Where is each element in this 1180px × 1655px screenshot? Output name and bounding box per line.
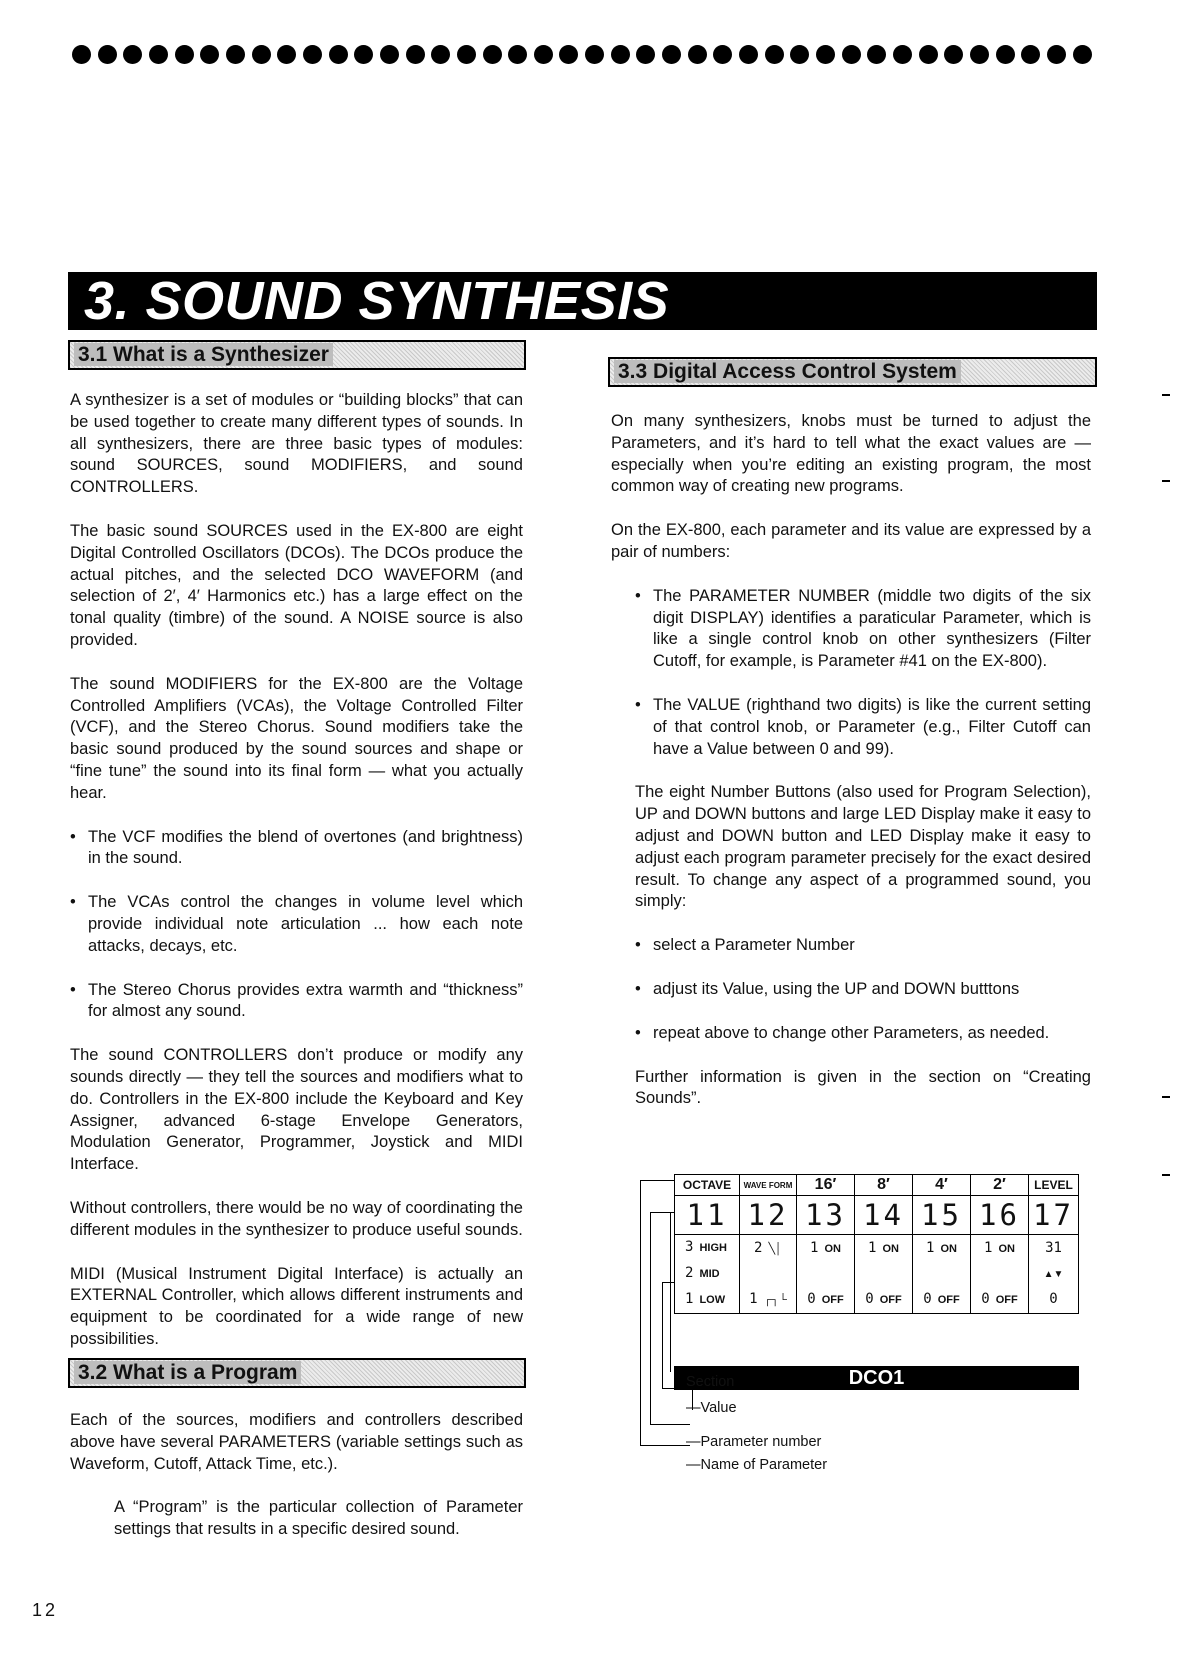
step-item: • adjust its Value, using the UP and DOWN butttons [635, 979, 1091, 1001]
section-3-2-body [70, 1410, 523, 1563]
sawtooth-wave-icon: 2 ╲│ [754, 1239, 782, 1256]
edge-mark [1162, 1096, 1170, 1098]
callout-line [650, 1212, 651, 1425]
dot-icon [765, 45, 784, 64]
callout-line [670, 1212, 671, 1372]
dot-icon [534, 45, 553, 64]
legend-value: —Value [686, 1400, 737, 1416]
up-down-arrows-icon: ▲▼ [1043, 1268, 1064, 1280]
dot-icon [303, 45, 322, 64]
section-heading-3-2-text: 3.2 What is a Program [74, 1361, 301, 1384]
footage-2-options: 1 ON 0 OFF [971, 1235, 1029, 1314]
dot-icon [226, 45, 245, 64]
dot-icon [611, 45, 630, 64]
paragraph: The eight Number Buttons (also used for Program Selection), UP and DOWN buttons and large LED Display make it easy to adjust and DOWN button and LED Display make it easy to adjust each program parameter precisely for the exact desired result. To change any aspect of a programmed sound, you simply: [635, 783, 1091, 911]
section-name-bar: DCO1 [674, 1366, 1079, 1390]
dot-icon [842, 45, 861, 64]
right-column [611, 411, 1091, 1132]
dot-icon [1047, 45, 1066, 64]
segment-display: 12 [740, 1196, 797, 1235]
section-heading-3-3 [608, 357, 1097, 387]
footage-8-options: 1 ON 0 OFF [855, 1235, 913, 1314]
paragraph: The basic sound SOURCES used in the EX-800 are eight Digital Controlled Oscillators (DCOs). The DCOs produce the actual pitches, and the selected DCO WAVEFORM (and selection of 2′, 4′ Harmonics etc.) has a large effect on the tonal quality (timbre) of the sound. A NOISE source is also provided. [70, 521, 523, 649]
dot-icon [380, 45, 399, 64]
dot-icon [329, 45, 348, 64]
callout-line [640, 1445, 690, 1446]
dot-icon [688, 45, 707, 64]
dot-icon [713, 45, 732, 64]
left-column [70, 390, 523, 1373]
paragraph: A synthesizer is a set of modules or “building blocks” that can be used together to create many different types of sounds. In all synthesizers, there are three basic types of modules: sound SOURCES, sound MODIFIERS, and sound CONTROLLERS. [70, 391, 523, 497]
dot-icon [277, 45, 296, 64]
legend-parameter-number: —Parameter number [686, 1434, 822, 1450]
section-heading-3-3-text: 3.3 Digital Access Control System [614, 360, 961, 383]
dot-icon [867, 45, 886, 64]
page-number: 12 [32, 1600, 59, 1620]
footage-16-options: 1 ON 0 OFF [797, 1235, 855, 1314]
dco-parameter-grid [674, 1174, 1079, 1314]
bullet-item: • The Stereo Chorus provides extra warmth and “thickness” for almost any sound. [70, 980, 523, 1024]
octave-option: 3 HIGH [685, 1239, 727, 1255]
edge-mark [1162, 1174, 1170, 1176]
header-16ft: 16′ [797, 1175, 855, 1196]
dot-icon [662, 45, 681, 64]
bullet-item: • The VCAs control the changes in volume level which provide individual note articulation ... how each note attacks, decays, etc. [70, 892, 523, 957]
paragraph-indented: A “Program” is the particular collection of Parameter settings that results in a specific desired sound. [114, 1498, 523, 1539]
dot-icon [1073, 45, 1092, 64]
segment-display: 14 [855, 1196, 913, 1235]
callout-line [662, 1282, 674, 1283]
header-waveform: WAVE FORM [740, 1175, 797, 1196]
segment-display: 13 [797, 1196, 855, 1235]
dot-icon [816, 45, 835, 64]
header-octave: OCTAVE [675, 1175, 740, 1196]
waveform-options [740, 1235, 797, 1314]
callout-line [650, 1424, 690, 1425]
paragraph: On many synthesizers, knobs must be turned to adjust the Parameters, and it’s hard to tell what the exact values are — especially when you’re editing an existing program, the most common way of creating new programs. [611, 412, 1091, 496]
paragraph: Further information is given in the section on “Creating Sounds”. [635, 1067, 1091, 1108]
bullet-item: • The VCF modifies the blend of overtones (and brightness) in the sound. [70, 827, 523, 871]
segment-display: 16 [971, 1196, 1029, 1235]
octave-option: 2 MID [685, 1265, 720, 1281]
level-range: 31 ▲▼ 0 [1029, 1235, 1079, 1314]
header-8ft: 8′ [855, 1175, 913, 1196]
callout-line [640, 1180, 641, 1446]
segment-display: 17 [1029, 1196, 1079, 1235]
callout-line [662, 1282, 663, 1388]
edge-mark [1162, 480, 1170, 482]
dot-icon [585, 45, 604, 64]
edge-mark [1162, 394, 1170, 396]
callout-line [662, 1388, 686, 1389]
dot-icon [508, 45, 527, 64]
header-level: LEVEL [1029, 1175, 1079, 1196]
decorative-dot-row [72, 42, 1092, 66]
dot-icon [944, 45, 963, 64]
dot-icon [200, 45, 219, 64]
chapter-title: 3. SOUND SYNTHESIS [68, 272, 1097, 330]
dot-icon [893, 45, 912, 64]
dot-icon [970, 45, 989, 64]
dot-icon [123, 45, 142, 64]
square-wave-icon: 1 ┌┐└ [749, 1290, 787, 1307]
dot-icon [739, 45, 758, 64]
segment-display: 11 [675, 1196, 740, 1235]
paragraph: The sound CONTROLLERS don’t produce or modify any sounds directly — they tell the sources and modifiers what to do. Controllers in the EX-800 include the Keyboard and Key Assigner, advanced 6-stage Envelope Generators, Modulation Generator, Programmer, Joystick and MIDI Interface. [70, 1046, 523, 1174]
octave-options [675, 1235, 740, 1314]
paragraph: The sound MODIFIERS for the EX-800 are the Voltage Controlled Amplifiers (VCAs), the Voltage Controlled Filter (VCF), and the Stereo Chorus. Sound modifiers take the basic sound produced by the sound sources and shape or “fine tune” the sound into its final form — what you actually hear. [70, 674, 523, 802]
segment-display: 15 [913, 1196, 971, 1235]
dot-icon [919, 45, 938, 64]
dot-icon [483, 45, 502, 64]
paragraph: On the EX-800, each parameter and its value are expressed by a pair of numbers: [611, 521, 1091, 561]
dot-icon [1021, 45, 1040, 64]
dot-icon [175, 45, 194, 64]
callout-line [640, 1180, 674, 1181]
bullet-item: • The PARAMETER NUMBER (middle two digits of the six digit DISPLAY) identifies a paraticular Parameter, which is like a single control knob on other synthesizers (Filter Cutoff, for example, is Parameter #41 on the EX-800). [635, 586, 1091, 673]
dot-icon [636, 45, 655, 64]
dot-icon [149, 45, 168, 64]
legend-section: Section [686, 1374, 735, 1390]
dot-icon [790, 45, 809, 64]
legend-name-of-parameter: —Name of Parameter [686, 1457, 828, 1473]
footage-4-options: 1 ON 0 OFF [913, 1235, 971, 1314]
header-2ft: 2′ [971, 1175, 1029, 1196]
header-4ft: 4′ [913, 1175, 971, 1196]
octave-option: 1 LOW [685, 1291, 726, 1307]
section-heading-3-2 [68, 1358, 526, 1388]
dot-icon [457, 45, 476, 64]
dot-icon [996, 45, 1015, 64]
paragraph: Without controllers, there would be no way of coordinating the different modules in the synthesizer to produce useful sounds. [70, 1198, 523, 1239]
section-heading-3-1 [68, 340, 526, 370]
dot-icon [98, 45, 117, 64]
section-heading-3-1-text: 3.1 What is a Synthesizer [74, 343, 333, 366]
step-item: • repeat above to change other Parameters, as needed. [635, 1023, 1091, 1045]
dot-icon [72, 45, 91, 64]
dot-icon [406, 45, 425, 64]
dco-panel-diagram [640, 1168, 1090, 1478]
dot-icon [252, 45, 271, 64]
dot-icon [354, 45, 373, 64]
step-item: • select a Parameter Number [635, 935, 1091, 957]
paragraph: MIDI (Musical Instrument Digital Interface) is actually an EXTERNAL Controller, which allows different instruments and equipment to be coordinated for a wide range of new possibilities. [70, 1264, 523, 1348]
dot-icon [431, 45, 450, 64]
dot-icon [559, 45, 578, 64]
paragraph: Each of the sources, modifiers and controllers described above have several PARAMETERS (variable settings such as Waveform, Cutoff, Attack Time, etc.). [70, 1411, 523, 1473]
bullet-item: • The VALUE (righthand two digits) is like the current setting of that control knob, or Parameter (e.g., Filter Cutoff can have a Value between 0 and 99). [635, 695, 1091, 760]
